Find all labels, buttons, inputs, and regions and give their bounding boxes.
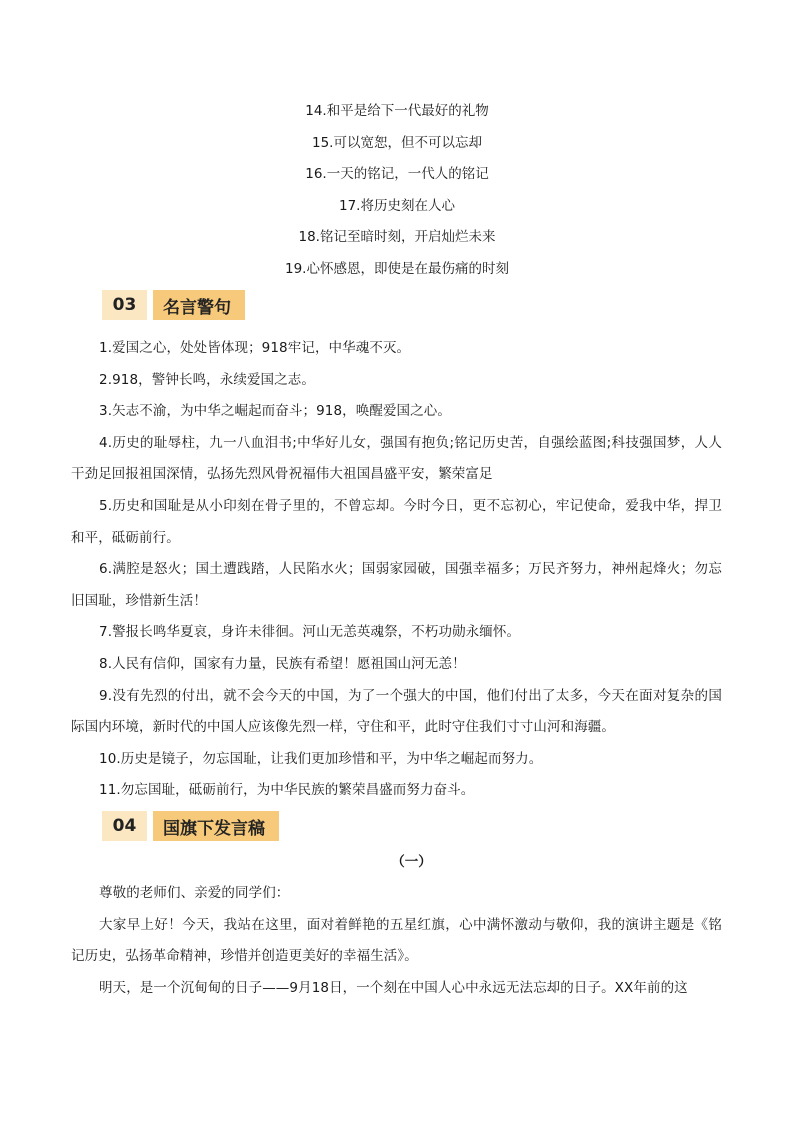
section-header-03 <box>102 290 245 320</box>
slogan-item: 15.可以宽恕，但不可以忘却 <box>312 134 482 151</box>
quote-item: 8.人民有信仰，国家有力量，民族有希望！愿祖国山河无恙！ <box>99 655 466 672</box>
quote-item: 11.勿忘国耻，砥砺前行，为中华民族的繁荣昌盛而努力奋斗。 <box>99 782 475 799</box>
speech-paragraph: 明天，是一个沉甸甸的日子——9月18日，一个刻在中国人心中永远无法忘却的日子。XX年前的这 <box>99 979 688 996</box>
quote-item: 4.历史的耻辱柱，九一八血泪书;中华好儿女，强国有抱负;铭记历史苦，自强绘蓝图;科技强国梦，人人干劲足回报祖国深情，弘扬先烈风骨祝福伟大祖国昌盛平安，繁荣富足 <box>71 434 722 483</box>
quote-item: 10.历史是镜子，勿忘国耻，让我们更加珍惜和平，为中华之崛起而努力。 <box>99 750 543 767</box>
quote-item: 9.没有先烈的付出，就不会今天的中国，为了一个强大的中国，他们付出了太多，今天在面对复杂的国际国内环境，新时代的中国人应该像先烈一样，守住和平，此时守住我们寸寸山河和海疆。 <box>71 687 722 736</box>
quote-item: 6.满腔是怒火；国土遭践踏，人民陷水火；国弱家园破，国强幸福多；万民齐努力，神州起烽火；勿忘旧国耻，珍惜新生活！ <box>71 561 722 609</box>
slogan-item: 17.将历史刻在人心 <box>339 197 455 214</box>
speech-paragraph: 大家早上好！今天，我站在这里，面对着鲜艳的五星红旗，心中满怀激动与敬仰，我的演讲主题是《铭记历史，弘扬革命精神，珍惜并创造更美好的幸福生活》。 <box>71 916 722 965</box>
speech-paragraph: 尊敬的老师们、亲爱的同学们： <box>99 885 290 901</box>
speech-subheading: （一） <box>391 854 432 870</box>
quote-item: 7.警报长鸣华夏哀，身许未徘徊。河山无恙英魂祭，不朽功勋永缅怀。 <box>99 624 521 641</box>
quote-list <box>71 333 722 807</box>
slogan-item: 18.铭记至暗时刻，开启灿烂未来 <box>298 229 496 246</box>
slogan-item: 14.和平是给下一代最好的礼物 <box>305 103 489 119</box>
slogan-list <box>0 99 794 289</box>
section-title: 国旗下发言稿 <box>153 811 279 841</box>
quote-item: 3.矢志不渝，为中华之崛起而奋斗；918，唤醒爱国之心。 <box>99 403 451 420</box>
section-title: 名言警句 <box>153 290 245 320</box>
section-number: 04 <box>102 811 147 841</box>
quote-item: 2.918，警钟长鸣，永续爱国之志。 <box>99 371 315 388</box>
speech-body <box>71 848 722 1004</box>
quote-item: 5.历史和国耻是从小印刻在骨子里的，不曾忘却。今时今日，更不忘初心，牢记使命，爱我中华，捍卫和平，砥砺前行。 <box>71 497 722 546</box>
slogan-item: 16.一天的铭记，一代人的铭记 <box>305 166 489 183</box>
quote-item: 1.爱国之心，处处皆体现；918牢记，中华魂不灭。 <box>99 340 411 356</box>
slogan-item: 19.心怀感恩，即使是在最伤痛的时刻 <box>285 260 509 277</box>
section-header-04 <box>102 811 279 841</box>
section-number: 03 <box>102 290 147 320</box>
